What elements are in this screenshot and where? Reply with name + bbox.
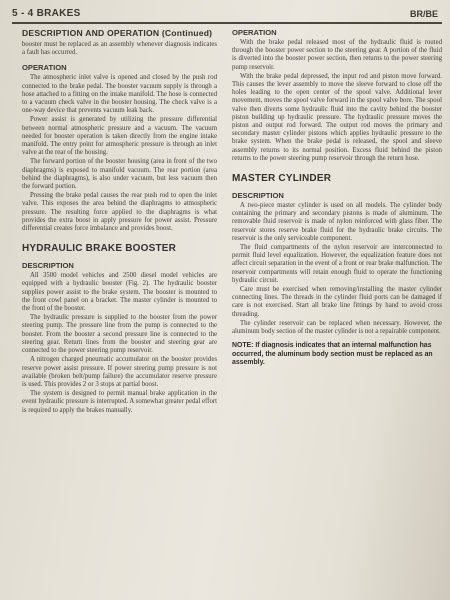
description-heading: DESCRIPTION	[232, 191, 284, 201]
paragraph: The system is designed to permit manual brake application in the event hydraulic pressure is interrupted. A somewhat greater pedal effort is required to apply the brakes manually.	[22, 390, 217, 414]
paragraph: The hydraulic pressure is supplied to the booster from the power steering pump. The pressure line from the pump is connected to the booster. From the booster a second pressure line is connected to the steering gear. Return lines from the booster and steering gear are connected to the power steering pump reservoir.	[22, 314, 217, 355]
paragraph: With the brake pedal released most of the hydraulic fluid is routed through the booster power section to the steering gear. A portion of the fluid is diverted into the booster power section, then returns to the power steering pump reservoir.	[232, 39, 442, 71]
master-cylinder-title: MASTER CYLINDER	[232, 173, 332, 185]
operation-heading: OPERATION	[232, 28, 277, 37]
paragraph: A two-piece master cylinder is used on all models. The cylinder body containing the primary and secondary pistons is made of aluminum. The removable fluid reservoir is made of nylon reinforced with glass fiber. The reservoir stores reserve brake fluid for the hydraulic brake circuits. The reservoir is the only serviceable component.	[232, 202, 442, 242]
paragraph: Pressing the brake pedal causes the rear push rod to open the inlet valve. This exposes the area behind the diaphragms to atmospheric pressure. The resulting force applied to the diaphragms is what provides the extra boost in apply pressure for power assist. Pressure differential creates force imbalance and provides boost.	[22, 192, 217, 233]
paragraph: All 3500 model vehicles and 2500 diesel model vehicles are equipped with a hydraulic booster (Fig. 2). The hydraulic booster supplies power assist to the brake system. The booster is mounted to the front cowl panel on a bracket. The master cylinder is mounted to the front of the booster.	[22, 272, 217, 313]
paragraph: Power assist is generated by utilizing the pressure differential between normal atmospheric pressure and a vacuum. The vacuum needed for booster operation is taken directly from the engine intake manifold. The entry point for atmospheric pressure is through an inlet valve at the rear of the housing.	[22, 116, 217, 157]
paragraph: The forward portion of the booster housing (area in front of the two diaphragms) is exposed to manifold vacuum. The rear portion (area behind the diaphragms), is also under vacuum, but less vacuum then the forward portion.	[22, 158, 217, 191]
paragraph: Care must be exercised when removing/installing the master cylinder connecting lines. The threads in the cylinder fluid ports can be damaged if care is not exercised. Start all brake line fittings by hand to avoid cross threading.	[232, 286, 442, 318]
operation-heading: OPERATION	[22, 63, 67, 73]
intro-paragraph: booster must be replaced as an assembly whenever diagnosis indicates a fault has occurred.	[22, 41, 217, 57]
right-column	[232, 28, 442, 368]
paragraph: A nitrogen charged pneumatic accumulator on the booster provides reserve power assist pressure. If power steering pump pressure is not available (broken belt/pump failure) the accumulator reserve pressure is used. This provides 2 or 3 stops at partial boost.	[22, 356, 217, 388]
page-number-section: 5 - 4 BRAKES	[12, 8, 81, 19]
left-column	[22, 28, 217, 416]
note-box: NOTE: If diagnosis indicates that an internal malfunction has occurred, the aluminum body section must be replaced as an assembly.	[232, 342, 433, 367]
paragraph: With the brake pedal depressed, the input rod and piston move forward. This causes the lever assembly to move the sleeve forward to close off the holes leading to the open center of the spool valve. Additional lever movement, moves the spool valve forward in the spool valve bore. The spool valve then diverts some hydraulic fluid into the cavity behind the booster piston building up hydraulic pressure. The hydraulic pressure moves the piston and output rod forward. The output rod moves the primary and secondary master cylinder pistons which applies hydraulic pressure to the brake system. When the brake pedal is released, the spool and sleeve assembly returns to its normal position. Excess fluid behind the piston returns to the power steering pump reservoir through the return hose.	[232, 72, 442, 162]
paragraph: The cylinder reservoir can be replaced when necessary. However, the aluminum body section of the master cylinder is not a repairable component.	[232, 319, 442, 336]
paragraph: The fluid compartments of the nylon reservoir are interconnected to permit fluid level equalization. However, the equalization feature does not affect circuit separation in the event of a front or rear brake malfunction. The reservoir compartments will retain enough fluid to operate the functioning hydraulic circuit.	[232, 244, 442, 284]
section-title: DESCRIPTION AND OPERATION (Continued)	[22, 28, 213, 38]
paragraph: The atmospheric inlet valve is opened and closed by the push rod connected to the brake pedal. The booster vacuum supply is through a hose attached to a fitting on the intake manifold. The hose is connected to a vacuum check valve in the booster housing. The check valve is a one-way device that prevents vacuum leak back.	[22, 74, 217, 115]
hydraulic-booster-title: HYDRAULIC BRAKE BOOSTER	[22, 243, 177, 255]
page-header	[12, 8, 440, 22]
description-heading: DESCRIPTION	[22, 261, 74, 271]
model-code: BR/BE	[409, 9, 438, 19]
header-rule	[12, 22, 442, 24]
